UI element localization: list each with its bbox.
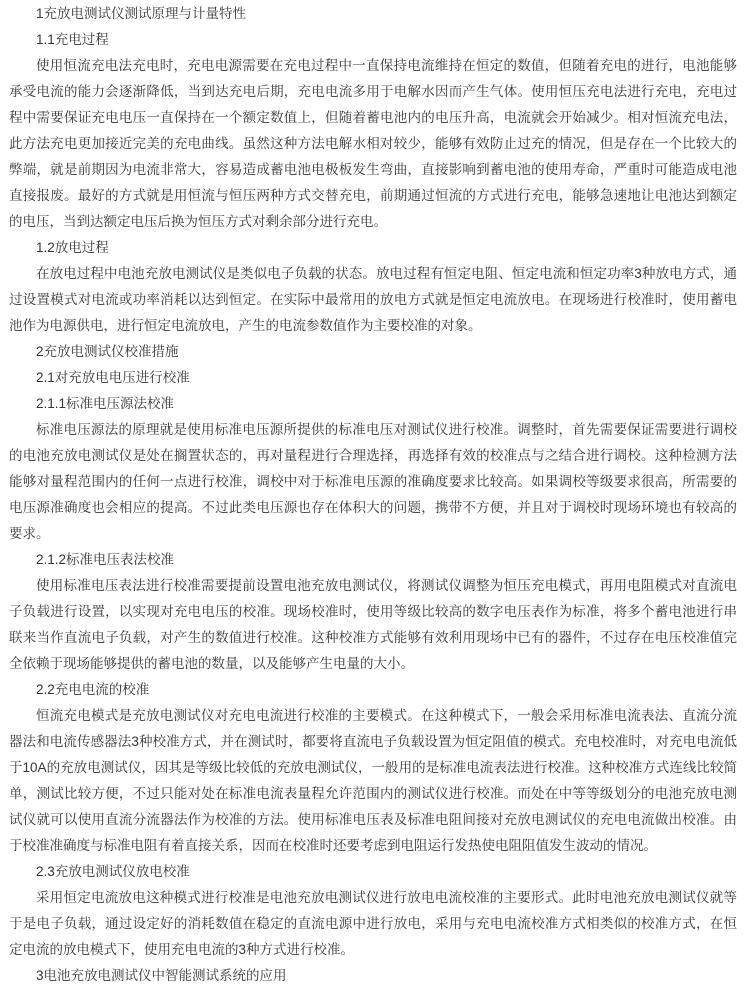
paragraph: 标准电压源法的原理就是使用标准电压源所提供的标准电压对测试仪进行校准。调整时，首先需要保证需要进行调校的电池充放电测试仪是处在搁置状态的，再对量程进行合理选择，再选择有效的校准点与之结合进行调校。这种检测方法能够对量程范围内的任何一点进行校准，调校中对于标准电压源的准确度要求比较高。如果调校等级要求很高，所需要的电压源准确度也会相应的提高。不过此类电压源也存在体积大的问题，携带不方便，并且对于调校时现场环境也有较高的要求。: [9, 422, 737, 541]
section-heading: 1充放电测试仪测试原理与计量特性: [36, 6, 247, 21]
paragraph: 在放电过程中电池充放电测试仪是类似电子负载的状态。放电过程有恒定电阻、恒定电流和恒定功率3种放电方式，通过设置模式对电流或功率消耗以达到恒定。在实际中最常用的放电方式就是恒定电流放电。在现场进行校准时，使用蓄电池作为电源供电，进行恒定电流放电，产生的电流参数值作为主要校准的对象。: [9, 266, 737, 333]
paragraph: 恒流充电模式是充放电测试仪对充电电流进行校准的主要模式。在这种模式下，一般会采用标准电流表法、直流分流器法和电流传感器法3种校准方式，并在测试时，都要将直流电子负载设置为恒定阻值的模式。充电校准时，对充电电流低于10A的充放电测试仪，因其是等级比较低的充放电测试仪，一般用的是标准电流表法进行校准。这种校准方式连线比较简单，测试比较方便，不过只能对处在标准电流表量程允许范围内的测试仪进行校准。而处在中等等级划分的电池充放电测试仪就可以使用直流分流器法作为校准的方法。使用标准电压表及标准电阻间接对充放电测试仪的充电电流做出校准。由于校准准确度与标准电阻有着直接关系，因而在校准时还要考虑到电阻运行发热使电阻阻值发生波动的情况。: [9, 708, 737, 853]
section-heading: 1.2放电过程: [36, 240, 109, 255]
paragraph: 采用恒定电流放电这种模式进行校准是电池充放电测试仪进行放电电流校准的主要形式。此时电池充放电测试仪就等于是电子负载，通过设定好的消耗数值在稳定的直流电源中进行放电，采用与充电电流校准方式相类似的校准方式，在恒定电流的放电模式下，使用充电电流的3种方式进行校准。: [9, 890, 737, 957]
section-heading: 2充放电测试仪校准措施: [36, 344, 179, 359]
section-heading: 2.2充电电流的校准: [36, 682, 150, 697]
section-heading: 2.1.2标准电压表法校准: [36, 552, 175, 567]
section-heading: 2.3充放电测试仪放电校准: [36, 864, 190, 879]
section-heading: 2.1.1标准电压源法校准: [36, 396, 175, 411]
section-heading: 3电池充放电测试仪中智能测试系统的应用: [36, 968, 287, 983]
section-heading: 1.1充电过程: [36, 32, 109, 47]
paragraph: 使用标准电压表法进行校准需要提前设置电池充放电测试仪，将测试仪调整为恒压充电模式，再用电阻模式对直流电子负载进行设置，以实现对充电电压的校准。现场校准时，使用等级比较高的数字电压表作为标准，将多个蓄电池进行串联来当作直流电子负载，对产生的数值进行校准。这种校准方式能够有效利用现场中已有的器件，不过存在电压校准值完全依赖于现场能够提供的蓄电池的数量，以及能够产生电量的大小。: [9, 578, 737, 671]
section-heading: 2.1对充放电电压进行校准: [36, 370, 190, 385]
paragraph: 使用恒流充电法充电时，充电电源需要在充电过程中一直保持电流维持在恒定的数值，但随着充电的进行，电池能够承受电流的能力会逐渐降低，当到达充电后期，充电电流多用于电解水因而产生气体。使用恒压充电法进行充电，充电过程中需要保证充电电压一直保持在一个额定数值上，但随着蓄电池内的电压升高，电流就会开始减少。相对恒流充电法，此方法充电更加接近完美的充电曲线。虽然这种方法电解水相对较少，能够有效防止过充的情况，但是存在一个比较大的弊端，就是前期因为电流非常大，容易造成蓄电池电极板发生弯曲，直接影响到蓄电池的使用寿命，严重时可能造成电池直接报废。最好的方式就是用恒流与恒压两种方式交替充电，前期通过恒流的方式进行充电，能够急速地让电池达到额定的电压，当到达额定电压后换为恒压方式对剩余部分进行充电。: [9, 58, 737, 229]
